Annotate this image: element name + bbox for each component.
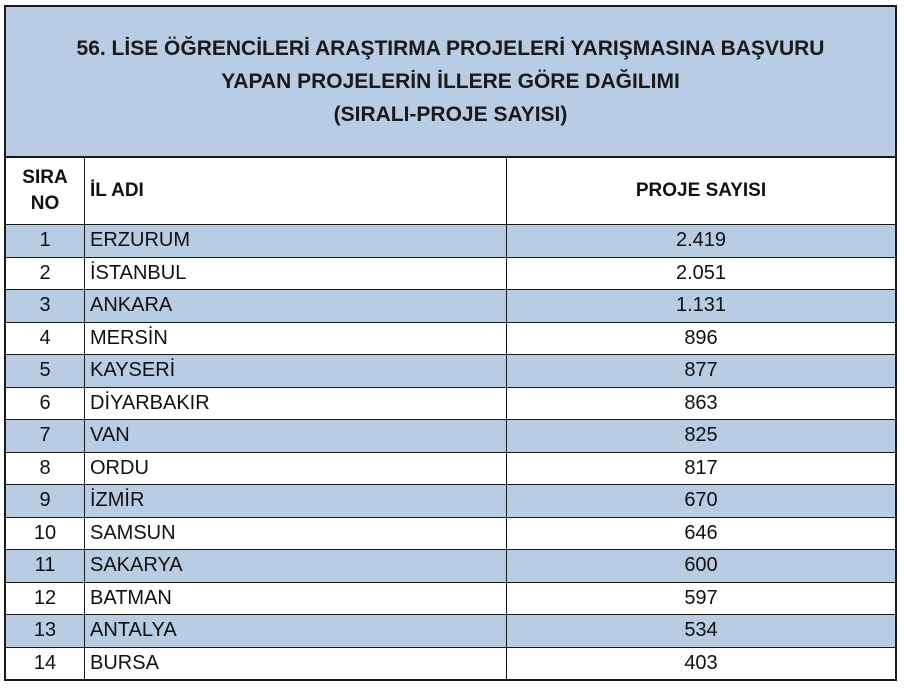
city-cell: ANKARA xyxy=(85,290,507,323)
count-cell: 817 xyxy=(507,452,896,485)
table-row xyxy=(6,550,895,583)
data-table-sheet xyxy=(4,5,897,681)
count-cell: 2.419 xyxy=(507,225,896,258)
rank-cell: 10 xyxy=(6,517,85,550)
table-row xyxy=(6,582,895,615)
rank-cell: 13 xyxy=(6,615,85,648)
header-row xyxy=(6,158,895,225)
city-cell: SAKARYA xyxy=(85,550,507,583)
table-row xyxy=(6,452,895,485)
count-cell: 534 xyxy=(507,615,896,648)
rank-cell: 5 xyxy=(6,355,85,388)
count-cell: 670 xyxy=(507,485,896,518)
rank-cell: 1 xyxy=(6,225,85,258)
rank-cell: 8 xyxy=(6,452,85,485)
city-cell: DİYARBAKIR xyxy=(85,387,507,420)
table-row xyxy=(6,257,895,290)
city-cell: MERSİN xyxy=(85,322,507,355)
title-line-1: 56. LİSE ÖĞRENCİLERİ ARAŞTIRMA PROJELERİ YARIŞMASINA BAŞVURU xyxy=(76,37,825,60)
count-cell: 825 xyxy=(507,420,896,453)
city-cell: VAN xyxy=(85,420,507,453)
header-city-name: İL ADI xyxy=(85,158,507,225)
city-cell: BATMAN xyxy=(85,582,507,615)
city-cell: ANTALYA xyxy=(85,615,507,648)
rank-cell: 4 xyxy=(6,322,85,355)
count-cell: 1.131 xyxy=(507,290,896,323)
count-cell: 597 xyxy=(507,582,896,615)
city-cell: İSTANBUL xyxy=(85,257,507,290)
count-cell: 600 xyxy=(507,550,896,583)
rank-cell: 11 xyxy=(6,550,85,583)
table-row xyxy=(6,485,895,518)
table-row xyxy=(6,517,895,550)
count-cell: 403 xyxy=(507,647,896,679)
table-body xyxy=(6,225,895,680)
header-rank-no xyxy=(6,158,85,225)
rank-cell: 6 xyxy=(6,387,85,420)
table-row xyxy=(6,420,895,453)
count-cell: 877 xyxy=(507,355,896,388)
header-project-count: PROJE SAYISI xyxy=(507,158,896,225)
rank-cell: 14 xyxy=(6,647,85,679)
rank-cell: 3 xyxy=(6,290,85,323)
table-row xyxy=(6,322,895,355)
rank-cell: 12 xyxy=(6,582,85,615)
city-cell: ERZURUM xyxy=(85,225,507,258)
city-cell: SAMSUN xyxy=(85,517,507,550)
rank-cell: 2 xyxy=(6,257,85,290)
rank-cell: 9 xyxy=(6,485,85,518)
table-row xyxy=(6,290,895,323)
table-title xyxy=(6,7,895,158)
city-cell: İZMİR xyxy=(85,485,507,518)
projects-by-city-table xyxy=(6,158,895,679)
rank-cell: 7 xyxy=(6,420,85,453)
table-row xyxy=(6,225,895,258)
city-cell: ORDU xyxy=(85,452,507,485)
city-cell: KAYSERİ xyxy=(85,355,507,388)
count-cell: 896 xyxy=(507,322,896,355)
table-row xyxy=(6,387,895,420)
table-row xyxy=(6,615,895,648)
count-cell: 2.051 xyxy=(507,257,896,290)
city-cell: BURSA xyxy=(85,647,507,679)
count-cell: 863 xyxy=(507,387,896,420)
count-cell: 646 xyxy=(507,517,896,550)
title-line-2: YAPAN PROJELERİN İLLERE GÖRE DAĞILIMI xyxy=(221,70,680,93)
table-row xyxy=(6,647,895,679)
header-rank-no-line1: SIRA xyxy=(22,167,68,188)
table-row xyxy=(6,355,895,388)
header-rank-no-line2: NO xyxy=(30,193,60,214)
title-line-3: (SIRALI-PROJE SAYISI) xyxy=(333,103,568,126)
